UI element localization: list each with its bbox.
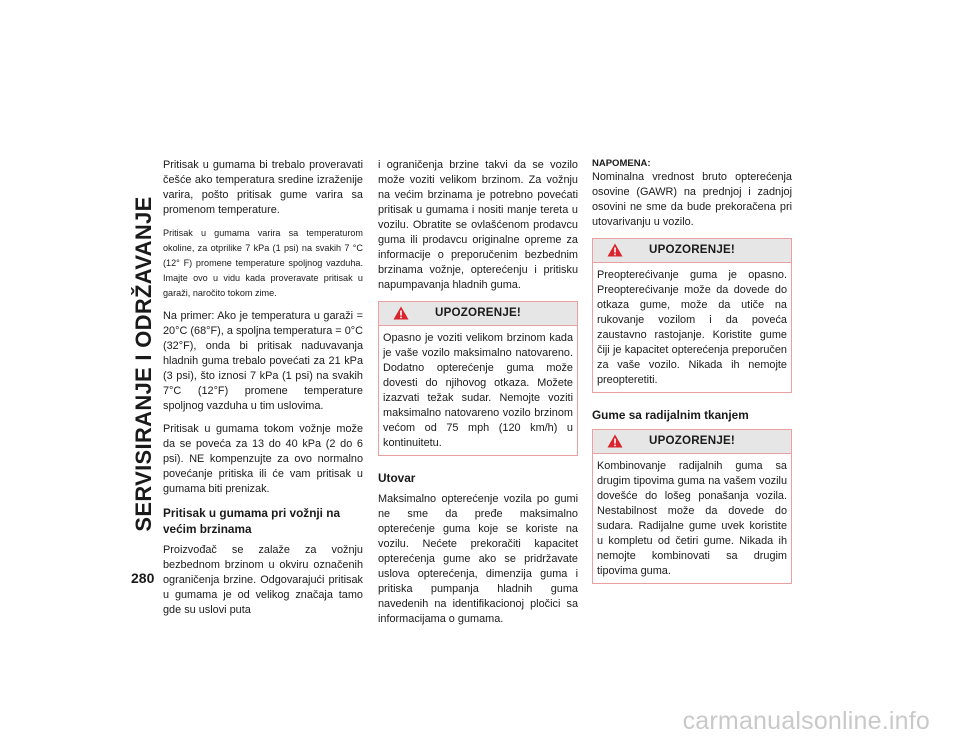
- section-title-text: SERVISIRANJE I ODRŽAVANJE: [131, 196, 156, 532]
- paragraph: i ograničenja brzine takvi da se vozilo može voziti velikom brzinom. Za vožnju na većim brzinama je potrebno povećati pritisak u gumama i nositi manje tereta u vozilu. Obratite se ovlašćenom prodavcu guma ili prodavcu originalne opreme za informacije o preporučenim bezbednim brzinama vožnje, opterećenju i pritisku napumpavanja hladnih guma.: [378, 159, 578, 291]
- note-label: NAPOMENA:: [592, 158, 651, 169]
- warning-text: Preopterećivanje guma je opasno. Preopterećivanje može da dovede do otkaza gume, može da utiče na rukovanje vozilom i da poveća zaustavno rastojanje. Koristite gume čiji je kapacitet opterećenja preporučen za vaše vozilo. Nikada ih nemojte preopteretiti.: [597, 269, 787, 386]
- warning-title: UPOZORENJE!: [649, 434, 735, 447]
- warning-title: UPOZORENJE!: [435, 306, 521, 319]
- paragraph: Na primer: Ako je temperatura u garaži = 20°C (68°F), a spoljna temperatura = 0°C (32°F), onda bi pritisak naduvavanja hladnih guma trebalo povećati za 21 kPa (3 psi), što iznosi 7 kPa (1 psi) na svakih 7°C (12°F) promene temperature spoljnog vazduha u tim uslovima.: [163, 310, 363, 412]
- section-title-vertical: [124, 165, 164, 563]
- warning-text: Kombinovanje radijalnih guma sa drugim tipovima guma na vašem vozilu dovešće do lošeg ponašanja vozila. Nestabilnost može da dovede do sudara. Radijalne gume uvek koristite u kompletu od četiri gume. Nikada ih nemojte kombinovati sa drugim tipovima guma.: [597, 460, 787, 577]
- page-number: 280: [131, 570, 155, 586]
- section-heading: Utovar: [378, 471, 416, 485]
- section-heading: Gume sa radijalnim tkanjem: [592, 408, 749, 422]
- column-3: [592, 158, 792, 598]
- warning-box: [592, 238, 792, 393]
- warning-box: [378, 301, 578, 456]
- column-2: [378, 158, 578, 635]
- warning-box: [592, 429, 792, 584]
- paragraph: Proizvođač se zalaže za vožnju bezbednom brzinom u okviru označenih ograničenja brzine. Odgovarajući pritisak u gumama je od velikog značaja tamo gde su uslovi puta: [163, 544, 363, 616]
- warning-title: UPOZORENJE!: [649, 243, 735, 256]
- warning-header: [379, 302, 577, 326]
- paragraph-small: Pritisak u gumama varira sa temperaturom okoline, za otprilike 7 kPa (1 psi) na svakih 7 °C (12° F) promene temperature spoljnog vazduha. Imajte ovo u vidu kada proveravate pritisak u garaži, naročito tokom zime.: [163, 228, 363, 298]
- warning-header: [593, 430, 791, 454]
- paragraph: Maksimalno opterećenje vozila po gumi ne sme da pređe maksimalno opterećenje guma koje se koriste na vozilu. Nećete prekoračiti kapacitet opterećenja gume ako se pridržavate uslova opterećenja, dimenzija guma i pritiska pumpanja hladnih guma navedenih na identifikacionoj pločici sa informacijama o gumama.: [378, 493, 578, 625]
- paragraph: Pritisak u gumama tokom vožnje može da se poveća za 13 do 40 kPa (2 do 6 psi). NE kompenzujte za ovo normalno povećanje pritiska ili će vam pritisak u gumama biti prenizak.: [163, 423, 363, 495]
- watermark-text: carmanualsonline.info: [682, 707, 930, 735]
- section-heading: Pritisak u gumama pri vožnji na većim brzinama: [163, 506, 340, 536]
- warning-header: [593, 239, 791, 263]
- warning-text: Opasno je voziti velikom brzinom kada je vaše vozilo maksimalno natovareno. Dodatno opterećenje guma može dovesti do njihovog otkaza. Možete izazvati težak sudar. Nemojte voziti maksimalno natovareno vozilo brzinom većom od 75 mph (120 km/h) u kontinuitetu.: [383, 332, 573, 449]
- column-1: [163, 158, 363, 626]
- paragraph: Pritisak u gumama bi trebalo proveravati češće ako temperatura sredine izraženije varira, pošto pritisak gume varira sa promenom temperature.: [163, 159, 363, 216]
- note-text: Nominalna vrednost bruto opterećenja osovine (GAWR) na prednjoj i zadnjoj osovini ne sme da bude prekoračena pri utovarivanju u vozilo.: [592, 171, 792, 228]
